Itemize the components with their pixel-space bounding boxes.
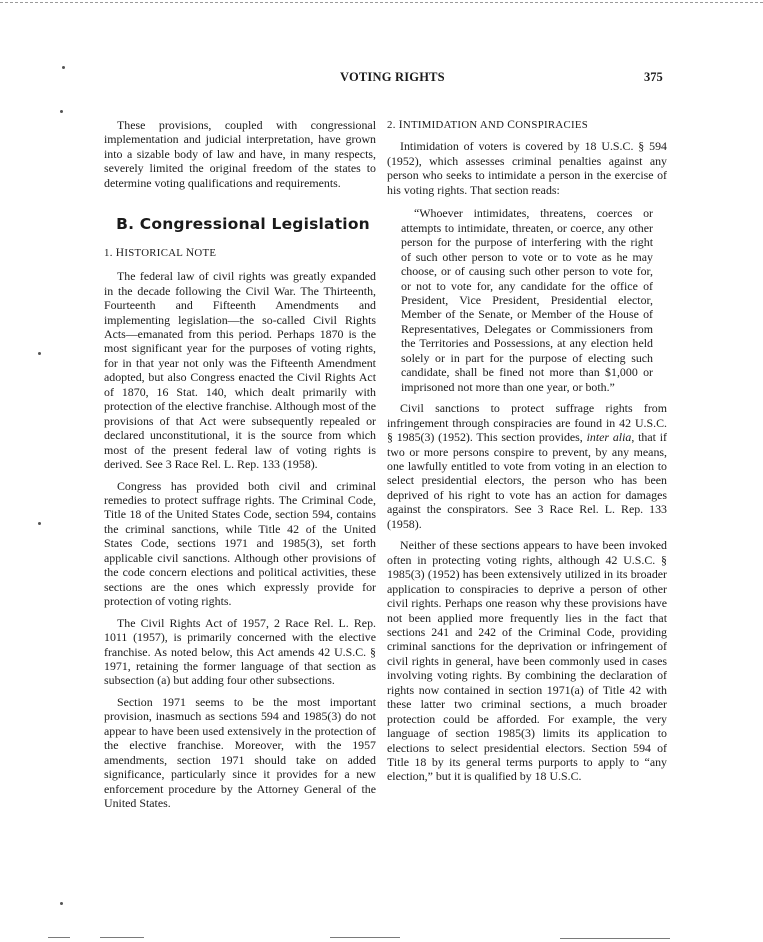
subheading-number: 2. xyxy=(387,119,396,131)
subheading-initial: H xyxy=(115,246,125,259)
paragraph-text: , that if two or more persons conspire to prevent, by any means, one lawfully entitled to vote from voting in an election to select presidential electors, the person who has been deprived of his right to vote has an action for damages against the conspirators. See 3 Race Rel. L. Rep. 133 (1958). xyxy=(387,430,668,531)
body-paragraph: Intimidation of voters is covered by 18 U.S.C. § 594 (1952), which assesses criminal penalties against any person who seeks to intimidate a person in the exercise of his voting rights. That section reads: xyxy=(387,139,667,197)
subheading-intimidation xyxy=(387,118,667,132)
running-head: VOTING RIGHTS xyxy=(340,70,445,84)
subheading-word: ISTORICAL xyxy=(124,246,183,259)
scan-speck xyxy=(60,902,63,905)
scan-speck xyxy=(60,110,63,113)
scan-bottom-mark xyxy=(100,937,144,938)
section-heading: B. Congressional Legislation xyxy=(116,215,370,234)
scan-speck xyxy=(38,522,41,525)
scan-bottom-mark xyxy=(48,937,70,938)
subheading-initial-2: C xyxy=(507,119,516,131)
right-column xyxy=(387,118,667,791)
page-number: 375 xyxy=(644,70,663,84)
body-paragraph: Section 1971 seems to be the most important provision, inasmuch as sections 594 and 1985(3) do not appear to have been used extensively in the protection of the elective franchise. Moreover, with the 1957 amendments, section 1971 should take on added significance, particularly since it provides for a new enforcement procedure by the Attorney General of the United States. xyxy=(104,694,376,811)
subheading-word-2: OTE xyxy=(194,246,217,259)
paragraph-text: Civil sanctions to protect suffrage rights from infringement through conspiracies are found in 42 U.S.C. § 1985(3) (1952). This section provides, xyxy=(387,401,667,445)
subheading-number: 1. xyxy=(104,246,113,259)
scan-speck xyxy=(38,352,41,355)
top-scan-edge xyxy=(0,2,763,3)
body-paragraph: The federal law of civil rights was greatly expanded in the decade following the Civil War. The Thirteenth, Fourteenth and Fifteenth Amendments and implementing legislation—the so-called Civil Rights Acts—emanated from this period. Perhaps 1870 is the most significant year for the purposes of voting rights, for in that year not only was the Fifteenth Amendment adopted, but also Congress enacted the Civil Rights Act of 1870, 16 Stat. 140, which dealt primarily with protection of the elective franchise. Although most of the provisions of that Act were subsequently repealed or declared unconstitutional, it is the source from which most of the present federal law of voting rights is derived. See 3 Race Rel. L. Rep. 133 (1958). xyxy=(104,269,376,472)
body-paragraph xyxy=(387,401,667,531)
italic-term: inter alia xyxy=(586,430,632,445)
scan-bottom-mark xyxy=(330,937,400,938)
scan-speck xyxy=(62,66,65,69)
body-paragraph: Neither of these sections appears to have been invoked often in protecting voting rights, although 42 U.S.C. § 1985(3) (1952) has been extensively utilized in its broader application to conspiracies to deprive a person of other civil rights. Perhaps one reason why these provisions have not been applied more frequently lies in the fact that sections 241 and 242 of the Criminal Code, providing criminal sanctions for the deprivation or infringement of civil rights in general, have been commonly used in cases involving voting rights. By combining the declaration of rights now contained in section 1971(a) of Title 42 with these latter two criminal sections, a much broader protection could be afforded. For example, the very language of section 1985(3) limits its application to elections to select presidential electors. Section 594 of Title 18 by its general terms purports to apply to “any election,” but it is qualified by 18 U.S.C. xyxy=(387,538,667,784)
scan-bottom-mark xyxy=(560,938,670,939)
body-paragraph: Congress has provided both civil and criminal remedies to protect suffrage rights. The Criminal Code, Title 18 of the United States Code, section 594, contains the criminal sanctions, while Title 42 of the United States Code, sections 1971 and 1985(3), set forth applicable civil sanctions. Although other provisions of the code concern elections and political activities, these sections are the ones which expressly provide for protection of voting rights. xyxy=(104,478,376,609)
statute-quote: “Whoever intimidates, threatens, coerces or attempts to intimidate, threaten, or coerce, any other person for the purpose of interfering with the right of such other person to vote or to vote as he may choose, or of causing such other person to vote for, or not to vote for, any candidate for the office of President, Vice President, Presidential elector, Member of the Senate, or Member of the House of Representatives, Delegates or Commissioners from the Territories and Possessions, at any election held solely or in part for the purpose of electing such candidate, shall be fined not more than $1,000 or imprisoned not more than one year, or both.” xyxy=(401,206,653,394)
subheading-word: NTIMIDATION AND xyxy=(402,119,505,131)
left-column xyxy=(104,118,376,817)
subheading-historical-note xyxy=(104,246,376,260)
body-paragraph: The Civil Rights Act of 1957, 2 Race Rel. L. Rep. 1011 (1957), is primarily concerned with the elective franchise. As noted below, this Act amends 42 U.S.C. § 1971, retaining the former language of that section as subsection (a) but adding four other subsections. xyxy=(104,615,376,688)
subheading-initial: I xyxy=(398,119,403,131)
subheading-initial-2: N xyxy=(185,246,195,259)
subheading-word-2: ONSPIRACIES xyxy=(515,119,589,131)
intro-paragraph: These provisions, coupled with congressional implementation and judicial interpretation, have grown into a sizable body of law and have, in many respects, severely limited the original freedom of the states to determine voting qualifications and requirements. xyxy=(104,118,376,190)
